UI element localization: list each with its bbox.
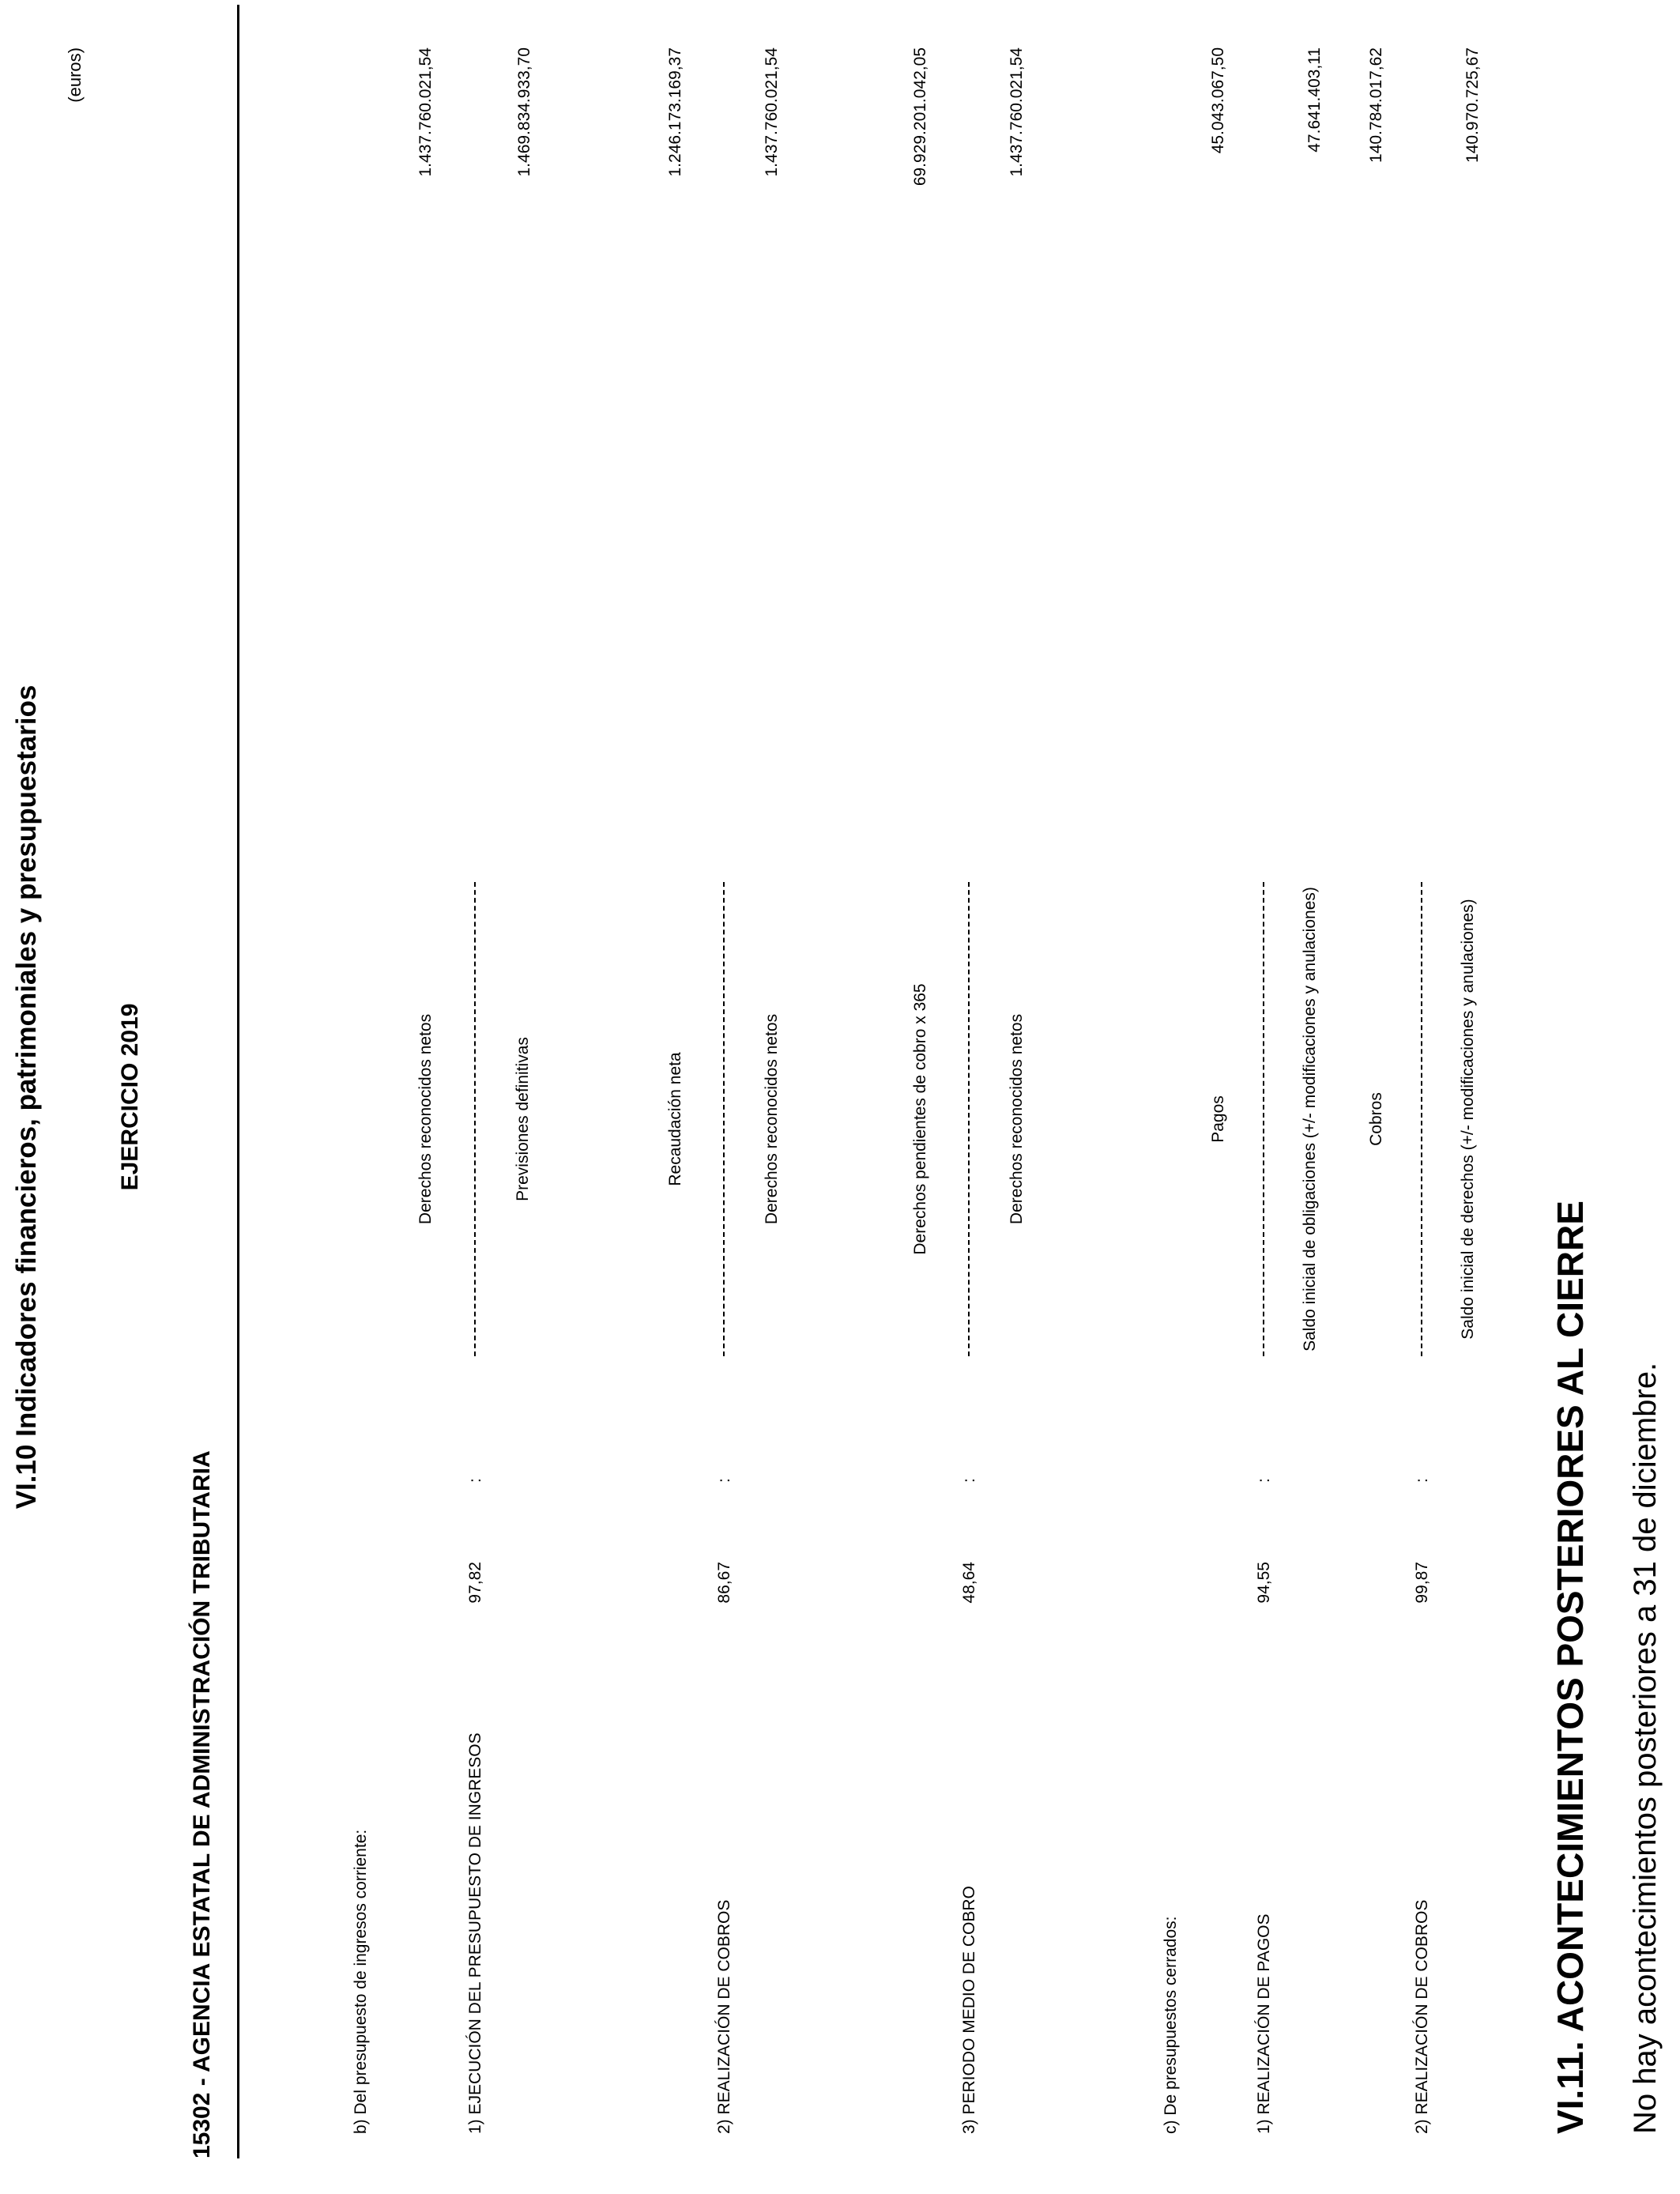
indicator-label: 3) PERIODO MEDIO DE COBRO bbox=[960, 1886, 978, 2134]
denominator-label: Saldo inicial de derechos (+/- modificaciones y anulaciones) bbox=[1459, 899, 1477, 1340]
numerator-value: 69.929.201.042,05 bbox=[911, 47, 929, 187]
currency-unit: (euros) bbox=[65, 47, 85, 103]
section-b-heading: b) Del presupuesto de ingresos corriente: bbox=[352, 1829, 370, 2134]
denominator-value: 1.437.760.021,54 bbox=[763, 47, 781, 177]
denominator-value: 47.641.403,11 bbox=[1305, 47, 1324, 153]
indicator-label: 2) REALIZACIÓN DE COBROS bbox=[715, 1899, 733, 2134]
indicator-percent: 97,82 bbox=[466, 1562, 484, 1604]
numerator-label: Cobros bbox=[1367, 1092, 1385, 1146]
indicator-colon: : bbox=[715, 1478, 733, 1483]
denominator-label: Previsiones definitivas bbox=[514, 1037, 532, 1201]
fraction-line bbox=[474, 882, 476, 1356]
indicator-percent: 86,67 bbox=[715, 1562, 733, 1604]
indicator-percent: 48,64 bbox=[960, 1562, 978, 1604]
fraction-line bbox=[1263, 882, 1264, 1356]
numerator-label: Pagos bbox=[1209, 1095, 1227, 1143]
section-vi11-text: No hay acontecimientos posteriores a 31 de diciembre. bbox=[1628, 1362, 1663, 2134]
page-title: VI.10 Indicadores financieros, patrimoniales y presupuestarios bbox=[11, 684, 42, 1510]
numerator-value: 140.784.017,62 bbox=[1367, 47, 1385, 163]
header-rule bbox=[237, 5, 239, 2158]
fraction-line bbox=[968, 882, 970, 1356]
organization-name: 15302 - AGENCIA ESTATAL DE ADMINISTRACIÓN TRIBUTARIA bbox=[189, 1450, 215, 2158]
section-c-heading: c) De presupuestos cerrados: bbox=[1162, 1916, 1180, 2134]
denominator-label: Derechos reconocidos netos bbox=[1008, 1013, 1026, 1225]
denominator-value: 1.469.834.933,70 bbox=[515, 47, 533, 177]
denominator-label: Saldo inicial de obligaciones (+/- modificaciones y anulaciones) bbox=[1301, 887, 1319, 1351]
indicator-colon: : bbox=[1413, 1478, 1431, 1483]
denominator-value: 140.970.725,67 bbox=[1463, 47, 1482, 163]
section-vi11-heading: VI.11. ACONTECIMIENTOS POSTERIORES AL CIERRE bbox=[1550, 1201, 1591, 2134]
numerator-value: 1.246.173.169,37 bbox=[666, 47, 684, 177]
denominator-value: 1.437.760.021,54 bbox=[1008, 47, 1026, 177]
indicator-percent: 94,55 bbox=[1255, 1562, 1273, 1604]
fraction-line bbox=[1421, 882, 1422, 1356]
exercise-label: EJERCICIO 2019 bbox=[117, 1003, 143, 1191]
numerator-label: Derechos reconocidos netos bbox=[416, 1013, 435, 1225]
fraction-line bbox=[723, 882, 725, 1356]
indicator-percent: 99,87 bbox=[1413, 1562, 1431, 1604]
numerator-label: Recaudación neta bbox=[666, 1052, 684, 1186]
numerator-value: 1.437.760.021,54 bbox=[416, 47, 435, 177]
numerator-value: 45.043.067,50 bbox=[1209, 47, 1227, 154]
denominator-label: Derechos reconocidos netos bbox=[763, 1013, 781, 1225]
indicator-colon: : bbox=[1255, 1478, 1273, 1483]
indicator-colon: : bbox=[466, 1478, 484, 1483]
numerator-label: Derechos pendientes de cobro x 365 bbox=[911, 983, 929, 1255]
indicator-label: 1) REALIZACIÓN DE PAGOS bbox=[1255, 1913, 1273, 2134]
indicator-label: 1) EJECUCIÓN DEL PRESUPUESTO DE INGRESOS bbox=[466, 1732, 484, 2134]
indicator-colon: : bbox=[960, 1478, 978, 1483]
indicator-label: 2) REALIZACIÓN DE COBROS bbox=[1413, 1899, 1431, 2134]
